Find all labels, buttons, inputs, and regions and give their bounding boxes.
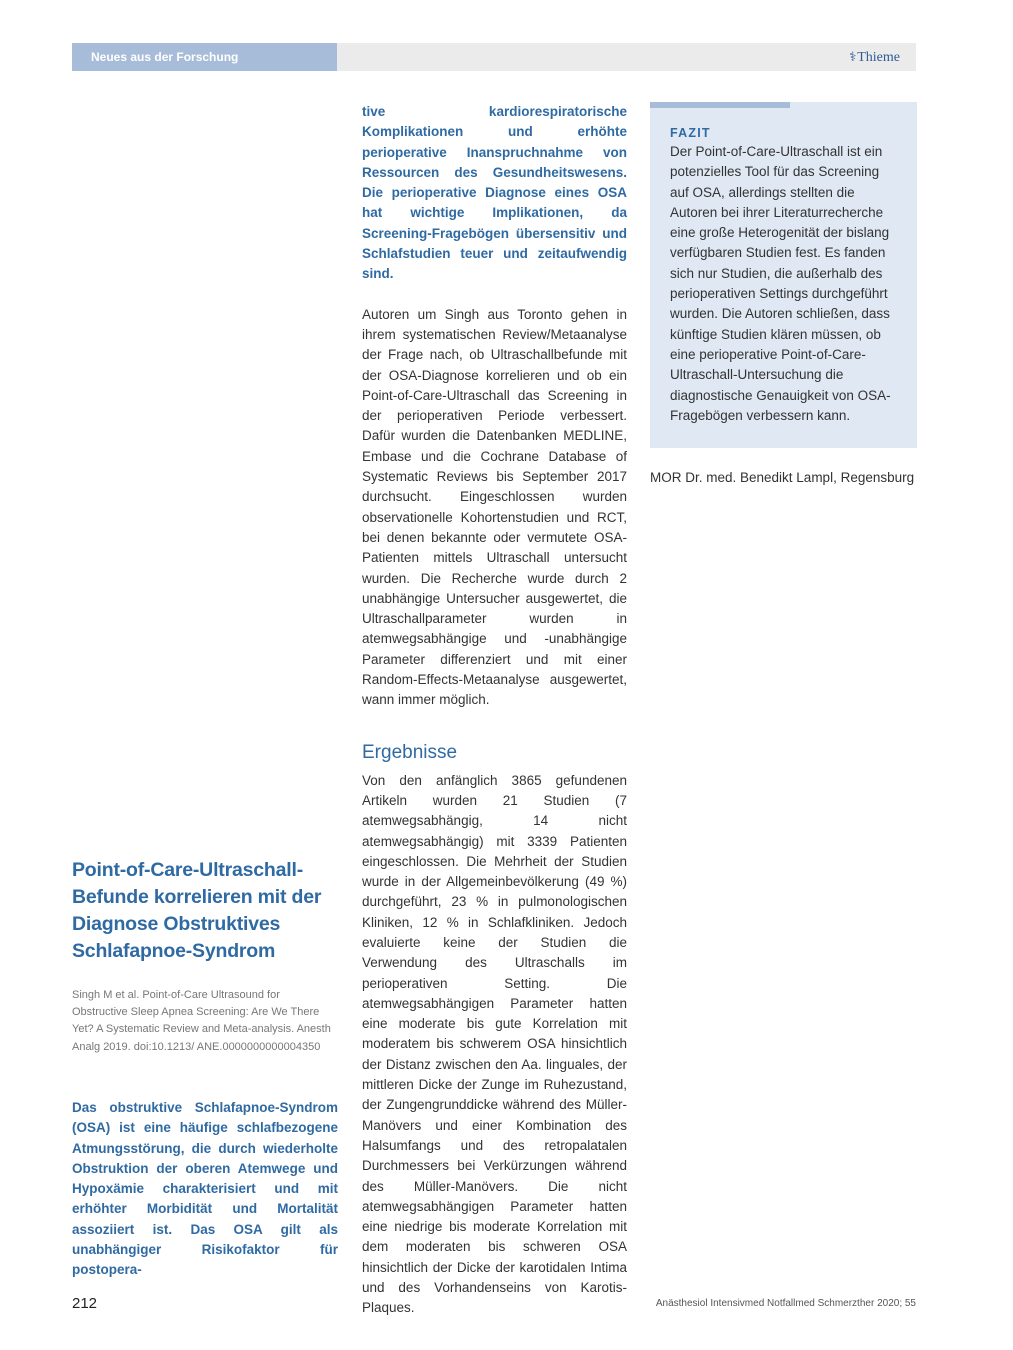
- article-title: Point-of-Care-Ultraschall-Befunde korrelieren mit der Diagnose Obstruktives Schlafapnoe-Syndrom: [72, 859, 322, 962]
- publisher-logo: [849, 49, 900, 66]
- fazit-accent-bar: [650, 102, 790, 108]
- abstract-part-2: tive kardiorespiratorische Komplikationen und erhöhte perioperative Inanspruchnahme von Ressourcen des Gesundheitswesens. Die perioperative Diagnose eines OSA hat wichtige Implikationen, da Screening-Fragebögen übersensitiv und Schlafstudien teuer und zeitaufwendig sind.: [362, 104, 627, 282]
- article-citation: Singh M et al. Point-of-Care Ultrasound for Obstructive Sleep Apnea Screening: Are We There Yet? A Systematic Review and Meta-analysis. Anesth Analg 2019. doi:10.1213/ ANE.0000000000004350: [72, 989, 331, 1053]
- results-heading: Ergebnisse: [362, 741, 458, 763]
- page-number: 212: [72, 1295, 98, 1312]
- thieme-logo-icon: ⚕: [849, 49, 857, 64]
- author-line: MOR Dr. med. Benedikt Lampl, Regensburg: [650, 470, 915, 485]
- fazit-label: FAZIT: [670, 126, 711, 140]
- abstract-part-1: Das obstruktive Schlafapnoe-Syndrom (OSA) ist eine häufige schlafbezogene Atmungsstörung, die durch wiederholte Obstruktion der oberen Atemwege und Hypoxämie charakterisiert und mit erhöhter Morbidität und Mortalität assoziiert ist. Das OSA gilt als unabhängiger Risikofaktor für postopera-: [72, 1100, 338, 1278]
- section-label: Neues aus der Forschung: [72, 43, 337, 71]
- publisher-logo-text: Thieme: [857, 50, 900, 65]
- header-bar: [72, 43, 916, 71]
- main-column: [362, 102, 627, 1319]
- journal-reference: Anästhesiol Intensivmed Notfallmed Schmerzther 2020; 55: [655, 1298, 916, 1309]
- fazit-text: Der Point-of-Care-Ultraschall ist ein potenzielles Tool für das Screening auf OSA, allerdings stellten die Autoren bei ihrer Literaturrecherche eine große Heterogenität der bislang verfügbaren Studien fest. Es fanden sich nur Studien, die außerhalb des perioperativen Settings durchgeführt wurden. Die Autoren schließen, dass künftige Studien klären müssen, ob eine perioperative Point-of-Care-Ultraschall-Untersuchung die diagnostische Genauigkeit von OSA-Fragebögen verbessern kann.: [670, 144, 891, 423]
- results-paragraph: Von den anfänglich 3865 gefundenen Artikeln wurden 21 Studien (7 atemwegsabhängig, 14 nicht atemwegsabhängig) mit 3339 Patienten eingeschlossen. Die Mehrheit der Studien wurde in der Allgemeinbevölkerung (49 %) durchgeführt, 23 % in pulmonologischen Kliniken, 12 % in Schlafkliniken. Jedoch evaluierte keine der Studien die Verwendung des Ultraschalls im perioperativen Setting. Die atemwegsabhängigen Parameter hatten eine moderate bis gute Korrelation mit moderatem bis schwerem OSA hinsichtlich der Distanz zwischen den Aa. linguales, der mittleren Dicke der Zunge im Ruhezustand, der Zungengrunddicke während des Müller-Manövers und einer Kombination des Halsumfangs und des retropalatalen Durchmessers bei Verkürzungen während des Müller-Manövers. Die nicht atemwegsabhängigen Parameter hatten eine niedrige bis moderate Korrelation mit dem moderaten bis schweren OSA hinsichtlich der Dicke der karotidalen Intima und des Vorhandenseins von Karotis-Plaques.: [362, 772, 627, 1316]
- methods-paragraph: Autoren um Singh aus Toronto gehen in ihrem systematischen Review/Metaanalyse der Frage nach, ob Ultraschallbefunde mit der OSA-Diagnose korrelieren und ob ein Point-of-Care-Ultraschall das Screening in der perioperativen Periode verbessert. Dafür wurden die Datenbanken MEDLINE, Embase und die Cochrane Database of Systematic Reviews bis September 2017 durchsucht. Eingeschlossen wurden observationelle Kohortenstudien und RCT, bei denen bekannte oder vermutete OSA-Patienten mittels Ultraschall untersucht wurden. Die Recherche wurde durch 2 unabhängige Untersucher ausgewertet, die Ultraschallparameter wurden in atemwegsabhängige und -unabhängige Parameter differenziert und mit einer Random-Effects-Metaanalyse ausgewertet, wann immer möglich.: [362, 306, 627, 708]
- fazit-box: [650, 102, 917, 448]
